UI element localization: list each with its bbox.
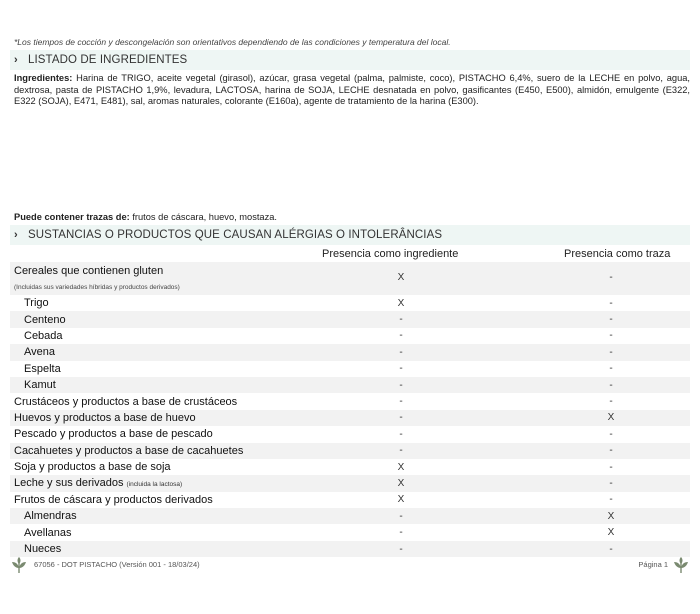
page-number: Página 1 bbox=[638, 560, 668, 569]
ingredient-presence: - bbox=[399, 346, 403, 358]
table-row bbox=[10, 508, 690, 524]
allergen-name: Frutos de cáscara y productos derivados bbox=[14, 493, 213, 506]
ingredient-presence: - bbox=[399, 527, 403, 539]
allergen-name: Almendras bbox=[24, 510, 77, 523]
ingredient-presence: X bbox=[397, 461, 405, 473]
allergen-name: Crustáceos y productos a base de crustáceos bbox=[14, 395, 238, 408]
ingredient-presence: - bbox=[399, 428, 403, 440]
ingredient-presence: - bbox=[399, 396, 403, 408]
ingredient-presence: - bbox=[399, 330, 403, 342]
allergen-name bbox=[14, 477, 182, 489]
ingredient-presence: - bbox=[399, 379, 403, 391]
allergen-name: Cacahuetes y productos a base de cacahuetes bbox=[14, 444, 244, 457]
allergen-name: Huevos y productos a base de huevo bbox=[14, 411, 196, 424]
table-row bbox=[10, 393, 690, 409]
allergens-section-title: SUSTANCIAS O PRODUCTOS QUE CAUSAN ALÉRGIAS O INTOLERÂNCIAS bbox=[28, 229, 443, 241]
table-row bbox=[10, 541, 690, 557]
trace-presence: - bbox=[609, 494, 613, 506]
column-header-ingredient: Presencia como ingrediente bbox=[322, 248, 459, 260]
allergen-name: Nueces bbox=[24, 543, 62, 556]
table-row bbox=[10, 410, 690, 426]
ingredients-section-header bbox=[10, 50, 690, 70]
trace-presence: - bbox=[609, 297, 613, 309]
trace-presence: - bbox=[609, 272, 613, 283]
trace-presence: - bbox=[609, 314, 613, 326]
allergen-name: Kamut bbox=[24, 379, 56, 392]
ingredient-presence: - bbox=[399, 363, 403, 375]
trace-presence: - bbox=[609, 379, 613, 391]
column-header-trace: Presencia como traza bbox=[564, 248, 671, 260]
ingredient-presence: X bbox=[397, 272, 405, 283]
table-row bbox=[10, 459, 690, 475]
allergen-name: Cereales que contienen gluten bbox=[14, 265, 164, 277]
chevron-right-icon: › bbox=[14, 54, 18, 66]
allergen-name: Pescado y productos a base de pescado bbox=[14, 428, 213, 441]
allergen-name: Centeno bbox=[24, 313, 66, 326]
allergen-small-note: (incluida la lactosa) bbox=[126, 481, 183, 489]
trace-presence: - bbox=[609, 428, 613, 440]
ingredient-presence: - bbox=[399, 543, 403, 555]
table-row bbox=[10, 492, 690, 508]
allergen-name: Soja y productos a base de soja bbox=[14, 461, 171, 474]
trace-presence: - bbox=[609, 396, 613, 408]
wheat-leaf-icon bbox=[672, 556, 690, 574]
ingredients-label: Ingredientes: bbox=[14, 73, 73, 83]
trace-presence: - bbox=[609, 346, 613, 358]
ingredients-text bbox=[14, 73, 690, 108]
traces-list: frutos de cáscara, huevo, mostaza. bbox=[129, 212, 278, 222]
table-row bbox=[10, 377, 690, 393]
trace-presence: X bbox=[607, 412, 615, 424]
ingredient-presence: - bbox=[399, 510, 403, 522]
table-row bbox=[10, 311, 690, 327]
trace-presence: - bbox=[609, 330, 613, 342]
page-footer bbox=[10, 556, 690, 574]
allergens-table bbox=[10, 262, 690, 557]
allergen-name: Espelta bbox=[24, 362, 61, 375]
ingredients-section-title: LISTADO DE INGREDIENTES bbox=[28, 54, 188, 66]
trace-presence: - bbox=[609, 543, 613, 555]
trace-presence: X bbox=[607, 510, 615, 522]
ingredient-presence: - bbox=[399, 445, 403, 457]
allergens-section-header bbox=[10, 225, 690, 245]
trace-presence: - bbox=[609, 445, 613, 457]
table-row bbox=[10, 344, 690, 360]
trace-presence: - bbox=[609, 477, 613, 489]
table-row bbox=[10, 361, 690, 377]
allergen-name-text: Leche y sus derivados bbox=[14, 477, 124, 490]
allergen-name: Cebada bbox=[24, 329, 63, 342]
document-reference: 67056 - DOT PISTACHO (Versión 001 - 18/03/24) bbox=[34, 560, 200, 569]
ingredients-list: Harina de TRIGO, aceite vegetal (girasol), azúcar, grasa vegetal (palma, palmiste, coco), PISTACHO 6,4%, suero de la LECHE en polvo, agua, dextrosa, pasta de PISTACHO 1,9%, levadura, LACTOSA, harina de SOJA, LECHE desnatada en polvo, gasificantes (E450, E500), almidón, emulgente (E322, E322 (SOJA), E471, E481), sal, aromas naturales, colorante (E160a), agente de tratamiento de la harina (E300). bbox=[14, 73, 690, 107]
wheat-leaf-icon bbox=[10, 556, 28, 574]
traces-label: Puede contener trazas de: bbox=[14, 212, 130, 222]
trace-presence: X bbox=[607, 527, 615, 539]
ingredient-presence: - bbox=[399, 412, 403, 424]
table-row bbox=[10, 262, 690, 295]
ingredient-presence: X bbox=[397, 494, 405, 506]
allergen-name: Trigo bbox=[24, 297, 49, 310]
ingredient-presence: X bbox=[397, 297, 405, 309]
trace-presence: - bbox=[609, 461, 613, 473]
allergen-subnote: (Incluidas sus variedades híbridas y productos derivados) bbox=[14, 284, 180, 291]
chevron-right-icon: › bbox=[14, 229, 18, 241]
cooking-note: *Los tiempos de cocción y descongelación son orientativos dependiendo de las condiciones y temperatura del local. bbox=[14, 37, 451, 47]
allergen-name: Avena bbox=[24, 346, 55, 359]
ingredient-presence: X bbox=[397, 477, 405, 489]
table-row bbox=[10, 328, 690, 344]
table-row bbox=[10, 475, 690, 491]
table-row bbox=[10, 524, 690, 540]
allergen-name: Avellanas bbox=[24, 526, 72, 539]
table-row bbox=[10, 295, 690, 311]
table-row bbox=[10, 426, 690, 442]
table-row bbox=[10, 443, 690, 459]
ingredient-presence: - bbox=[399, 314, 403, 326]
trace-presence: - bbox=[609, 363, 613, 375]
traces-text bbox=[14, 212, 277, 222]
